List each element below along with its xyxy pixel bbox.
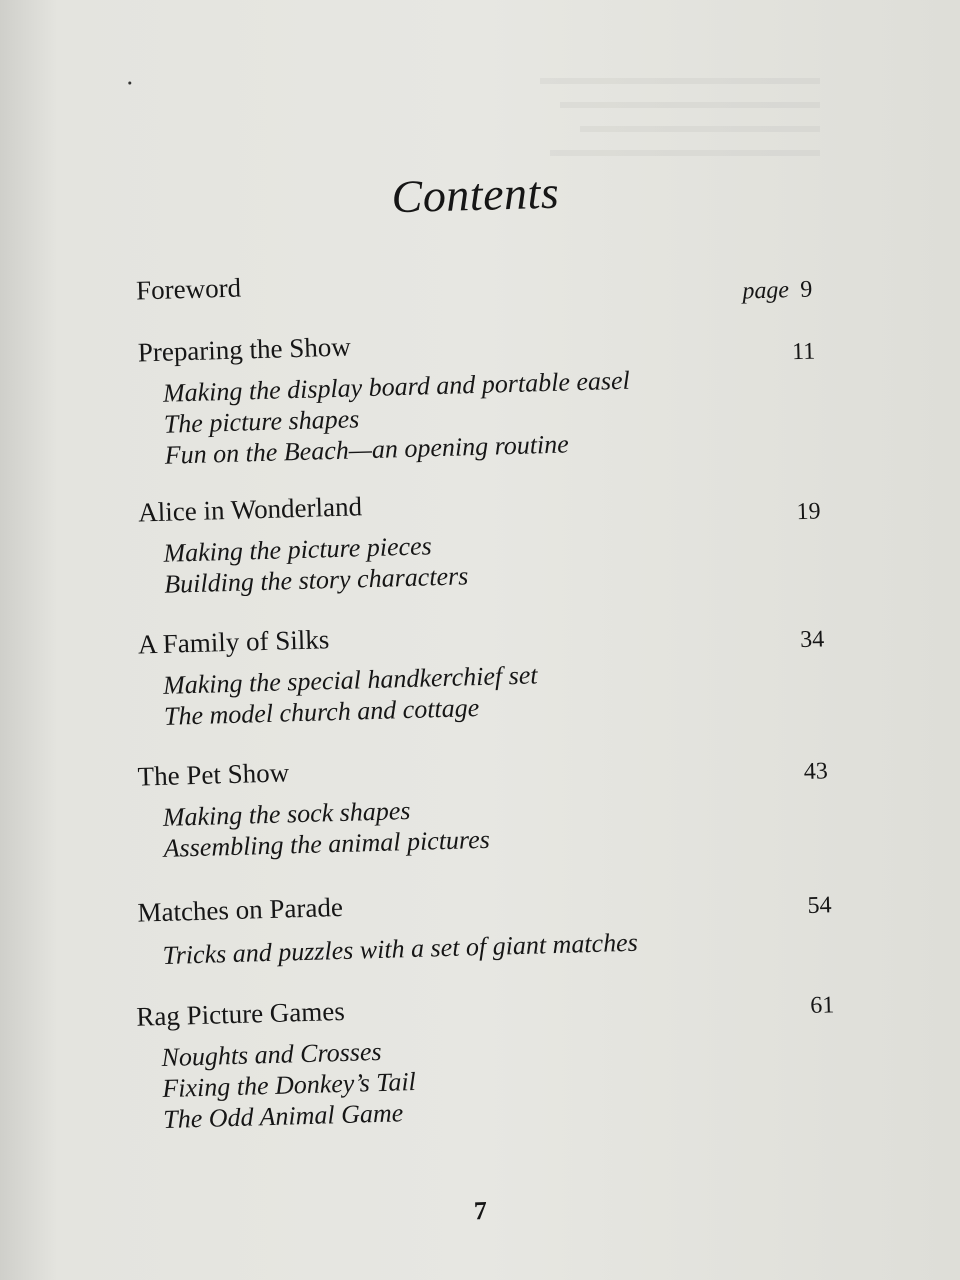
toc-entry-title: Alice in Wonderland bbox=[137, 491, 363, 528]
toc-entry-a-family-of-silks bbox=[0, 607, 959, 731]
toc-entry-rag-picture-games bbox=[10, 978, 960, 1135]
toc-entry-matches-on-parade bbox=[7, 875, 960, 970]
toc-entry-preparing-the-show bbox=[0, 315, 951, 470]
toc-sub-item: Making the picture pieces bbox=[163, 531, 433, 568]
toc-entry-page: 43 bbox=[803, 758, 829, 786]
page-title: Contents bbox=[390, 166, 560, 223]
toc-entry-page: 34 bbox=[799, 626, 825, 654]
toc-sub-item: The Odd Animal Game bbox=[162, 1098, 404, 1135]
toc-sub-item: Making the special handkerchief set bbox=[162, 660, 538, 700]
toc-entry-title: The Pet Show bbox=[137, 757, 290, 792]
toc-entry-page: 11 bbox=[791, 338, 816, 366]
ink-speck bbox=[128, 82, 131, 85]
toc-sub-item: The model church and cottage bbox=[163, 693, 480, 731]
toc-entry-title: A Family of Silks bbox=[137, 624, 330, 660]
toc-entry-alice-in-wonderland bbox=[0, 475, 956, 599]
toc-entry-the-pet-show bbox=[3, 739, 960, 863]
toc-sub-item: Building the story characters bbox=[163, 561, 469, 599]
toc-sub-item: Making the display board and portable easel bbox=[162, 365, 631, 408]
toc-entry-foreword bbox=[0, 253, 949, 306]
toc-entry-page: 61 bbox=[809, 992, 835, 1019]
toc-sub-item: Tricks and puzzles with a set of giant matches bbox=[162, 927, 639, 970]
page-number: 7 bbox=[473, 1196, 488, 1226]
toc-entry-title: Foreword bbox=[135, 272, 242, 306]
toc-entry-page: 54 bbox=[807, 892, 832, 919]
toc-entry-page: 9 bbox=[799, 276, 813, 303]
toc-entry-title: Preparing the Show bbox=[137, 331, 352, 368]
toc-sub-item: Making the sock shapes bbox=[162, 796, 411, 832]
page-label: page bbox=[742, 277, 790, 305]
toc-sub-item: Fun on the Beach—an opening routine bbox=[164, 429, 570, 470]
toc-sub-item: Noughts and Crosses bbox=[161, 1036, 382, 1073]
toc-sub-item: Fixing the Donkey’s Tail bbox=[161, 1066, 417, 1104]
toc-entry-title: Matches on Parade bbox=[137, 891, 344, 928]
toc-entry-title: Rag Picture Games bbox=[135, 995, 346, 1032]
toc-sub-item: Assembling the animal pictures bbox=[163, 824, 491, 863]
toc-sub-item: The picture shapes bbox=[163, 404, 360, 439]
toc-entry-page: 19 bbox=[796, 498, 821, 526]
